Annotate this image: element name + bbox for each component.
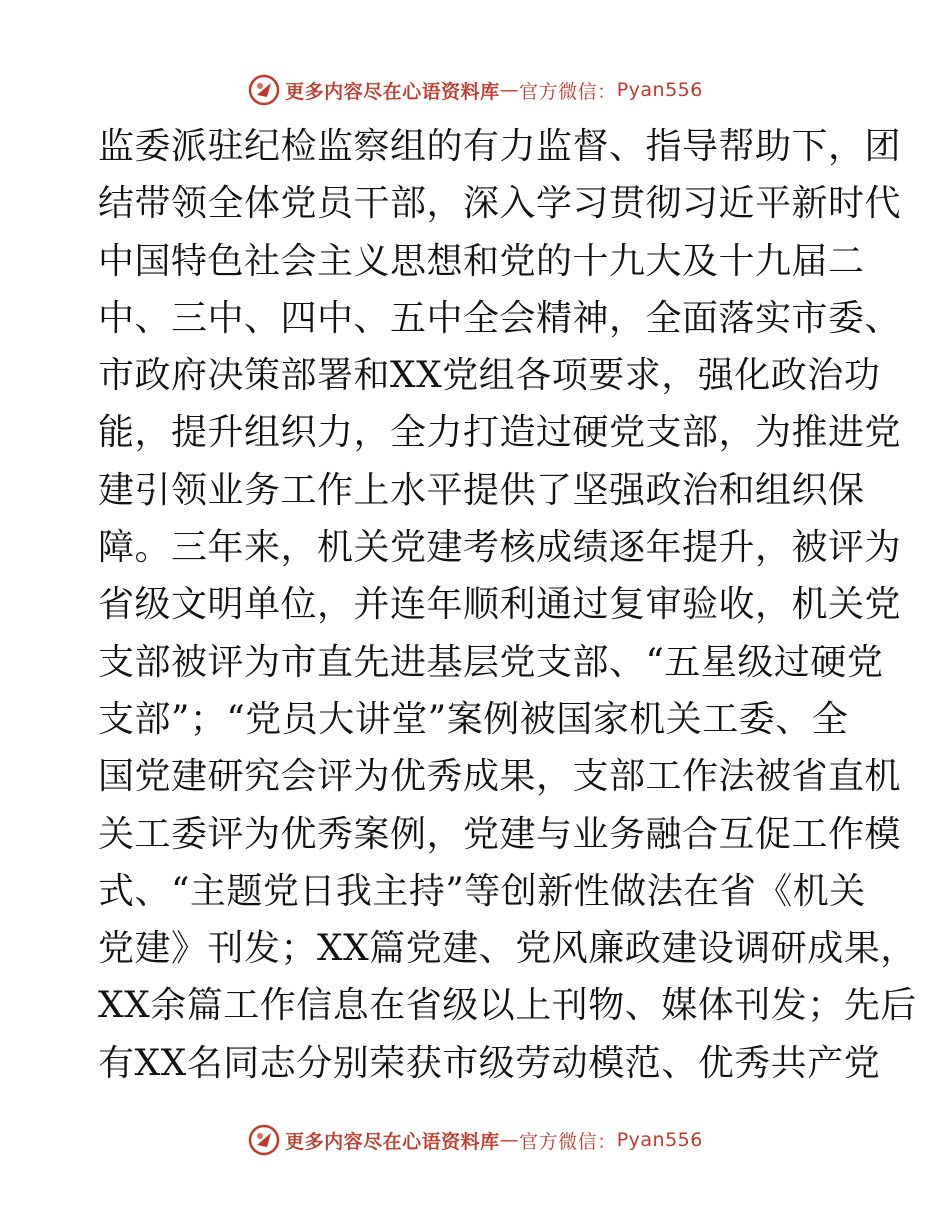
banner-wechat-id: Pyan556 [616,79,703,101]
banner-contact-label: 官方微信： [519,80,617,103]
body-line: 能，提升组织力，全力打造过硬党支部，为推进党 [98,412,902,454]
body-line: 式、“主题党日我主持”等创新性做法在省《机关 [98,870,866,912]
body-line: XX余篇工作信息在省级以上刊物、媒体刊发；先后 [98,985,917,1027]
body-line: 省级文明单位，并连年顺利通过复审验收，机关党 [98,584,902,626]
body-line: 市政府决策部署和XX党组各项要求，强化政治功 [98,355,881,397]
body-line: 支部”；“党员大讲堂”案例被国家机关工委、全 [98,698,849,740]
body-line: 建引领业务工作上水平提供了坚强政治和组织保 [98,469,865,511]
body-line: 障。三年来，机关党建考核成绩逐年提升，被评为 [98,527,902,569]
banner-separator: — [499,79,520,101]
banner-brand-text: 更多内容尽在心语资料库 [285,1130,500,1153]
flame-logo-icon [247,1123,281,1157]
body-line: 有XX名同志分别荣获市级劳动模范、优秀共产党 [98,1042,881,1084]
body-line: 中、三中、四中、五中全会精神，全面落实市委、 [98,297,902,339]
banner-contact-label: 官方微信： [519,1130,617,1153]
body-line: 中国特色社会主义思想和党的十九大及十九届二 [98,240,865,282]
banner-separator: — [499,1129,520,1151]
body-line: 国党建研究会评为优秀成果，支部工作法被省直机 [98,756,902,798]
body-line: 监委派驻纪检监察组的有力监督、指导帮助下，团 [98,126,902,167]
flame-logo-icon [247,73,281,107]
header-watermark-banner [0,72,950,108]
banner-brand-text: 更多内容尽在心语资料库 [285,80,500,103]
body-line: 关工委评为优秀案例，党建与业务融合互促工作模 [98,813,902,855]
body-line: 结带领全体党员干部，深入学习贯彻习近平新时代 [98,183,902,225]
body-line: 支部被评为市直先进基层党支部、“五星级过硬党 [98,641,884,683]
body-line: 党建》刊发；XX篇党建、党风廉政建设调研成果， [98,928,917,970]
footer-watermark-banner [0,1122,950,1158]
banner-wechat-id: Pyan556 [616,1129,703,1151]
document-body [98,118,917,1092]
